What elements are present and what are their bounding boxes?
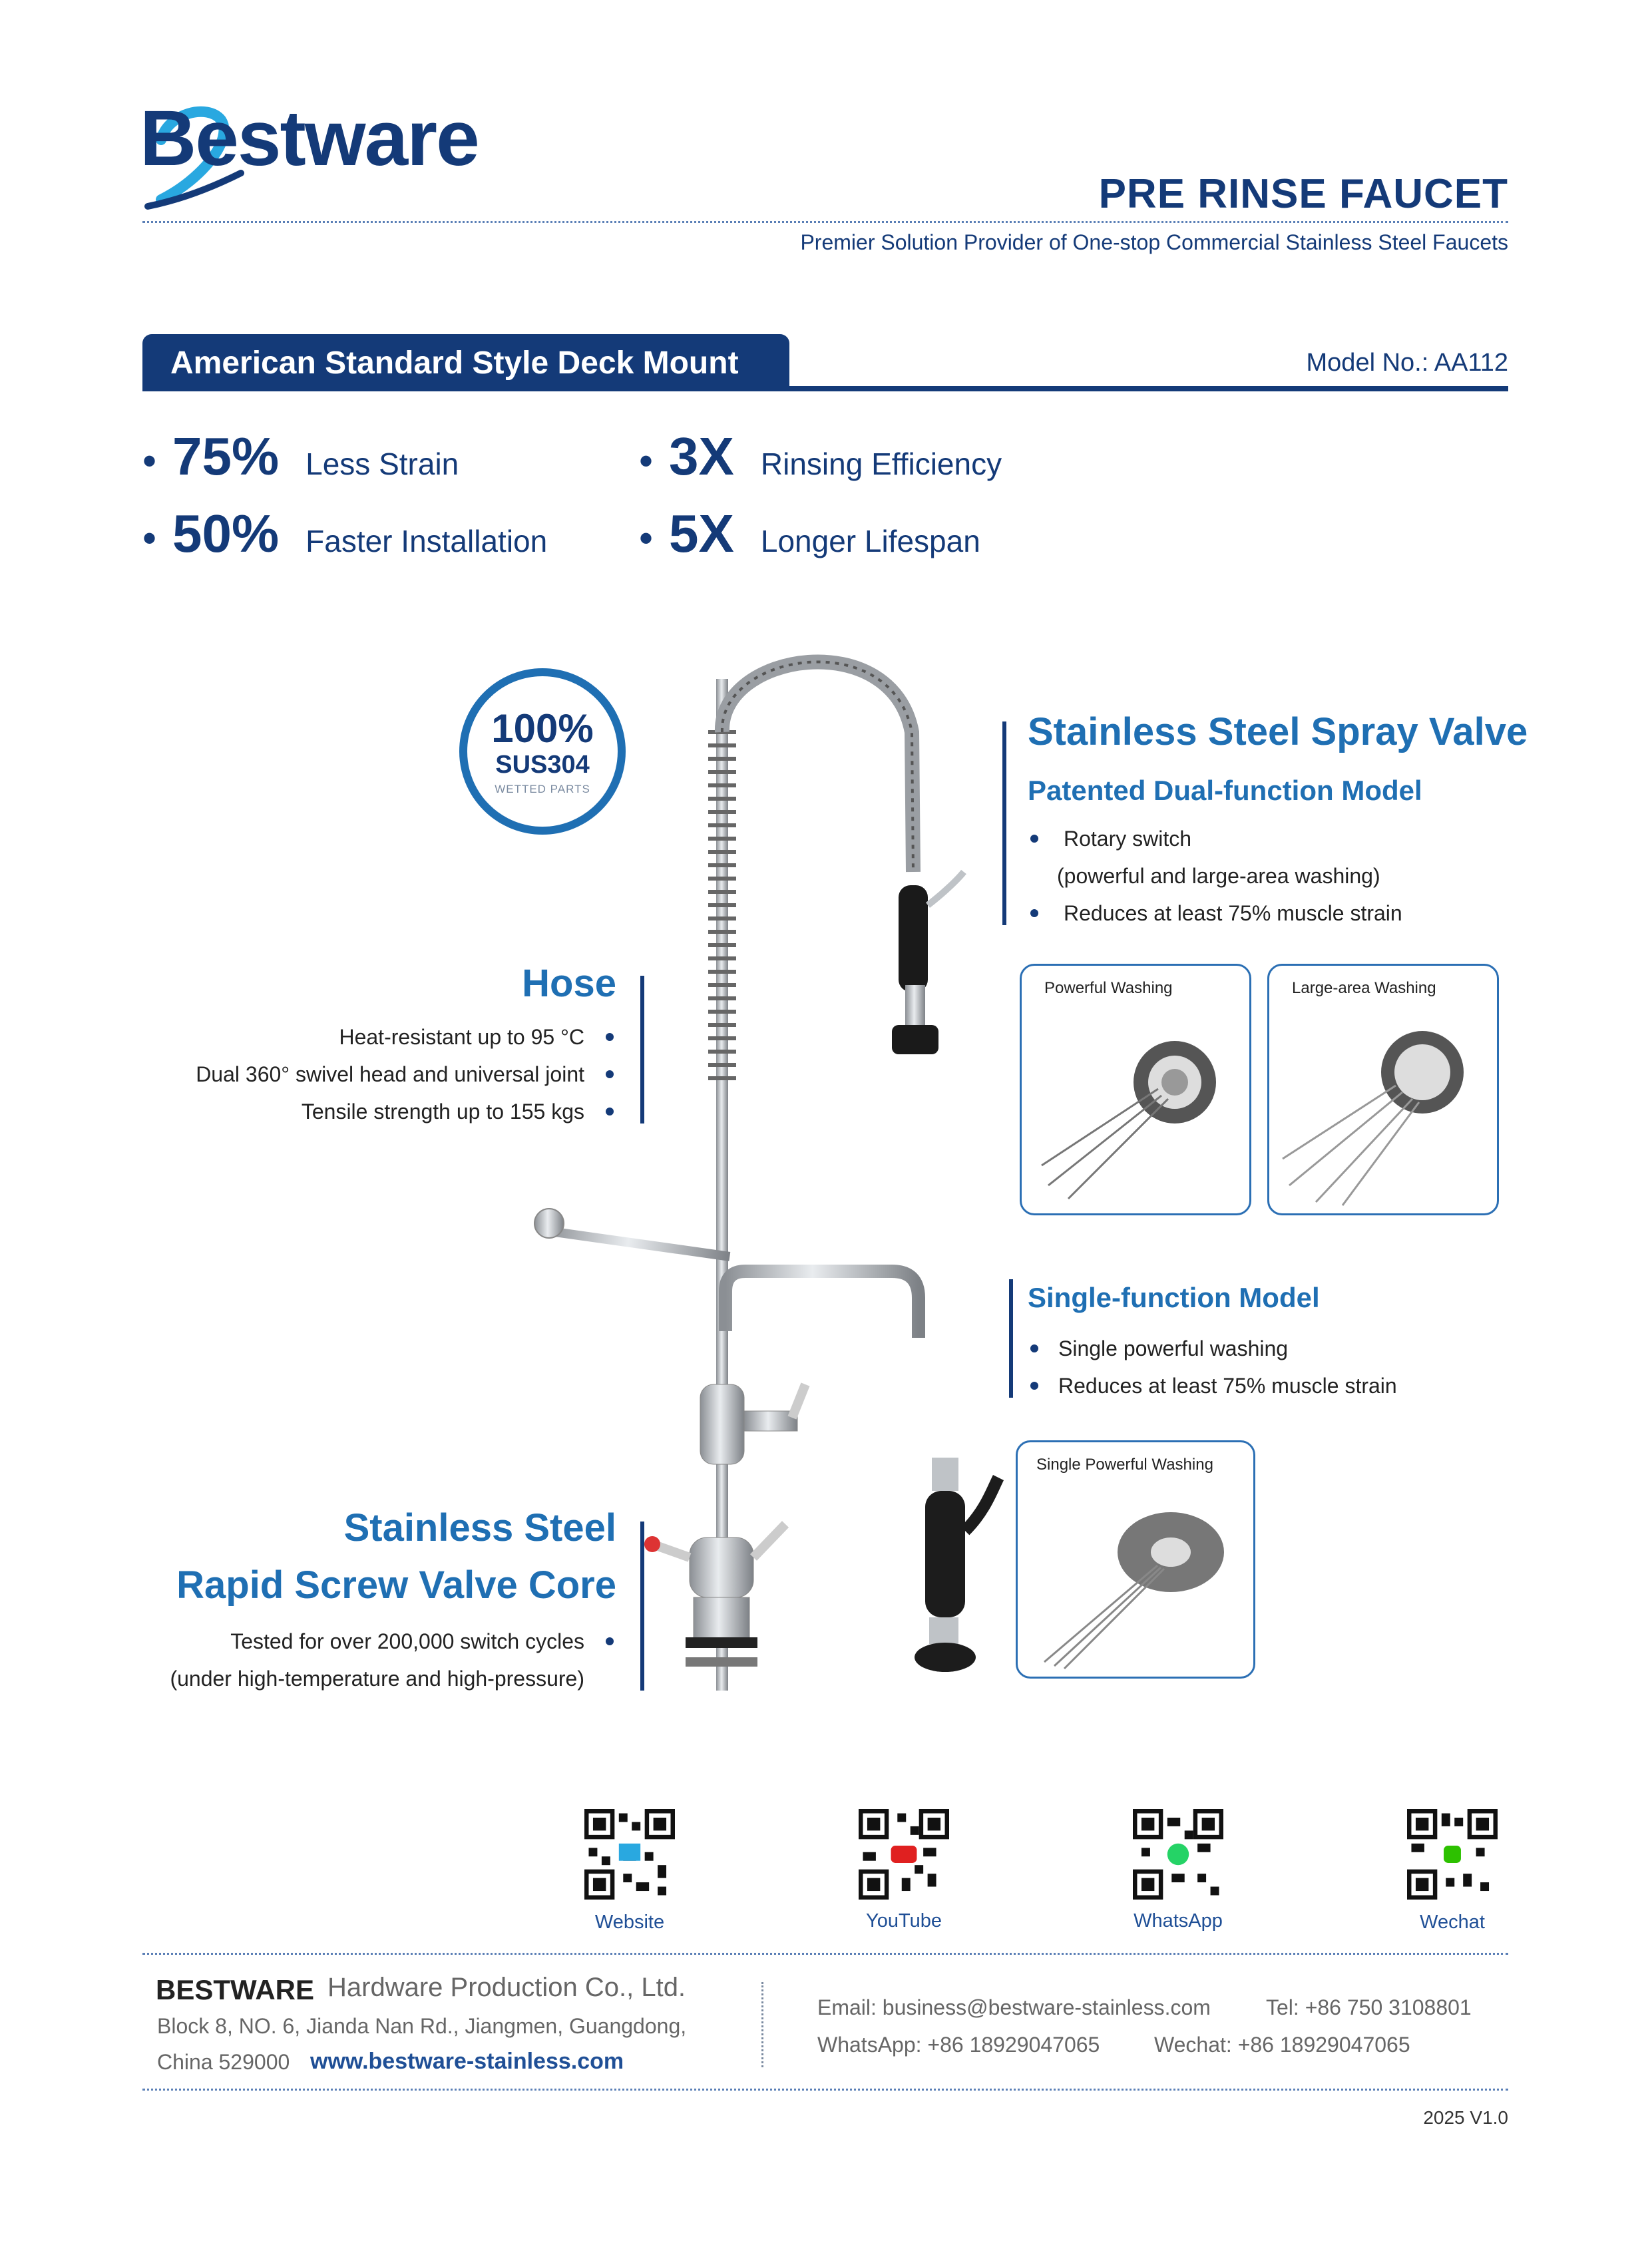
- stat-item: [639, 426, 1002, 487]
- stat-value: 50%: [172, 504, 280, 563]
- youtube-qr-code[interactable]: [859, 1809, 949, 1900]
- bullet-icon: [606, 1070, 614, 1078]
- header-divider: [142, 221, 1508, 223]
- stat-value: 3X: [669, 427, 734, 486]
- valve-core-feature: Tested for over 200,000 switch cycles: [230, 1629, 584, 1653]
- stat-label: Longer Lifespan: [760, 524, 980, 558]
- card-label: Large-area Washing: [1292, 979, 1436, 997]
- bullet-icon: [1030, 909, 1038, 917]
- valve-core-title-line1: Stainless Steel: [343, 1506, 616, 1549]
- powerful-washing-card: [1020, 964, 1251, 1215]
- company-name-rest: Hardware Production Co., Ltd.: [327, 1973, 686, 2002]
- stat-label: Less Strain: [306, 447, 459, 481]
- bullet-icon: [606, 1637, 614, 1645]
- stat-item: [142, 426, 459, 487]
- wechat-label[interactable]: Wechat: [1420, 1912, 1485, 1933]
- wall-bracket: [544, 1226, 730, 1261]
- bestware-logo-icon: [619, 1844, 640, 1861]
- hose-bar: [640, 976, 644, 1123]
- bullet-icon: •: [142, 516, 157, 560]
- spray-valve-grip: [899, 885, 928, 992]
- spray-valve-title: Stainless Steel Spray Valve: [1028, 710, 1528, 753]
- spray-valve-subtitle: Patented Dual-function Model: [1028, 775, 1422, 806]
- hose-title: Hose: [522, 962, 616, 1005]
- model-number: Model No.: AA112: [1306, 349, 1508, 377]
- tagline: Premier Solution Provider of One-stop Commercial Stainless Steel Faucets: [800, 230, 1508, 254]
- spray-valve-feature: Reduces at least 75% muscle strain: [1064, 901, 1402, 925]
- single-function-title: Single-function Model: [1028, 1282, 1320, 1313]
- footer-vertical-divider: [761, 1982, 763, 2067]
- section-tab-label: American Standard Style Deck Mount: [170, 345, 739, 381]
- tel-text[interactable]: Tel: +86 750 3108801: [1266, 1995, 1472, 2019]
- stat-item: [142, 503, 547, 564]
- single-powerful-washing-card: [1016, 1440, 1255, 1679]
- address-line1: Block 8, NO. 6, Jianda Nan Rd., Jiangmen, Guangdong,: [157, 2014, 687, 2038]
- youtube-icon: [891, 1846, 917, 1863]
- bullet-icon: [1030, 835, 1038, 843]
- bullet-icon: •: [142, 439, 157, 483]
- brand-logo: Bestware: [140, 95, 479, 182]
- bullet-icon: [1030, 1382, 1038, 1390]
- youtube-label[interactable]: YouTube: [866, 1910, 942, 1932]
- address-line2: China 529000: [157, 2050, 290, 2074]
- lower-valve: [690, 1537, 753, 1597]
- whatsapp-contact[interactable]: WhatsApp: +86 18929047065: [817, 2033, 1100, 2057]
- whatsapp-qr-code[interactable]: [1133, 1809, 1223, 1900]
- valve-core-title-line2: Rapid Screw Valve Core: [176, 1563, 616, 1607]
- valve-body: [700, 1384, 744, 1464]
- single-function-spray-head: [905, 1451, 1005, 1684]
- stat-value: 5X: [669, 504, 734, 563]
- version-label: 2025 V1.0: [1423, 2107, 1508, 2128]
- company-name: BESTWARE: [156, 1974, 315, 2005]
- wechat-qr-code[interactable]: [1407, 1809, 1498, 1900]
- stat-item: [639, 503, 980, 564]
- footer-top-divider: [142, 1953, 1508, 1955]
- bullet-icon: [606, 1033, 614, 1041]
- footer-bottom-divider: [142, 2089, 1508, 2091]
- spray-valve-feature: Rotary switch: [1064, 827, 1192, 851]
- wechat-contact[interactable]: Wechat: +86 18929047065: [1154, 2033, 1410, 2057]
- spray-valve-feature-note: (powerful and large-area washing): [1057, 864, 1380, 888]
- section-rule: [142, 386, 1508, 391]
- badge-note: WETTED PARTS: [495, 783, 590, 795]
- add-on-spout: [725, 1271, 919, 1338]
- large-area-spray-drawing: [1269, 966, 1499, 1215]
- valve-core-bar: [640, 1522, 644, 1691]
- document-title: PRE RINSE FAUCET: [1098, 171, 1508, 217]
- bullet-icon: [1030, 1344, 1038, 1352]
- wechat-icon: [1444, 1846, 1461, 1863]
- card-label: Single Powerful Washing: [1036, 1456, 1213, 1474]
- card-label: Powerful Washing: [1044, 979, 1173, 997]
- spring-coil: [708, 732, 736, 1078]
- badge-percent: 100%: [491, 706, 594, 751]
- single-function-bar: [1009, 1279, 1013, 1398]
- website-qr-code[interactable]: [584, 1809, 675, 1900]
- website-label[interactable]: Website: [594, 1912, 665, 1933]
- website-link[interactable]: www.bestware-stainless.com: [310, 2049, 624, 2074]
- bullet-icon: •: [639, 516, 654, 560]
- hose: [722, 662, 913, 872]
- single-function-feature: Single powerful washing: [1058, 1336, 1289, 1360]
- email-text[interactable]: Email: business@bestware-stainless.com: [817, 1995, 1211, 2019]
- stat-value: 75%: [172, 427, 280, 486]
- powerful-spray-drawing: [1022, 966, 1251, 1215]
- whatsapp-label[interactable]: WhatsApp: [1134, 1910, 1223, 1932]
- badge-material: SUS304: [495, 751, 590, 779]
- hose-feature: Tensile strength up to 155 kgs: [301, 1100, 584, 1123]
- single-function-feature: Reduces at least 75% muscle strain: [1058, 1374, 1397, 1398]
- hose-feature: Dual 360° swivel head and universal joint: [196, 1062, 584, 1086]
- spray-valve-bar: [1002, 721, 1006, 925]
- bullet-icon: [606, 1108, 614, 1116]
- bullet-icon: •: [639, 439, 654, 483]
- single-spray-drawing: [1018, 1442, 1255, 1679]
- valve-core-feature-note: (under high-temperature and high-pressure): [170, 1667, 584, 1691]
- stat-label: Faster Installation: [306, 524, 548, 558]
- large-area-washing-card: [1267, 964, 1499, 1215]
- stat-label: Rinsing Efficiency: [760, 447, 1002, 481]
- whatsapp-icon: [1167, 1844, 1189, 1865]
- hose-feature: Heat-resistant up to 95 °C: [339, 1025, 584, 1049]
